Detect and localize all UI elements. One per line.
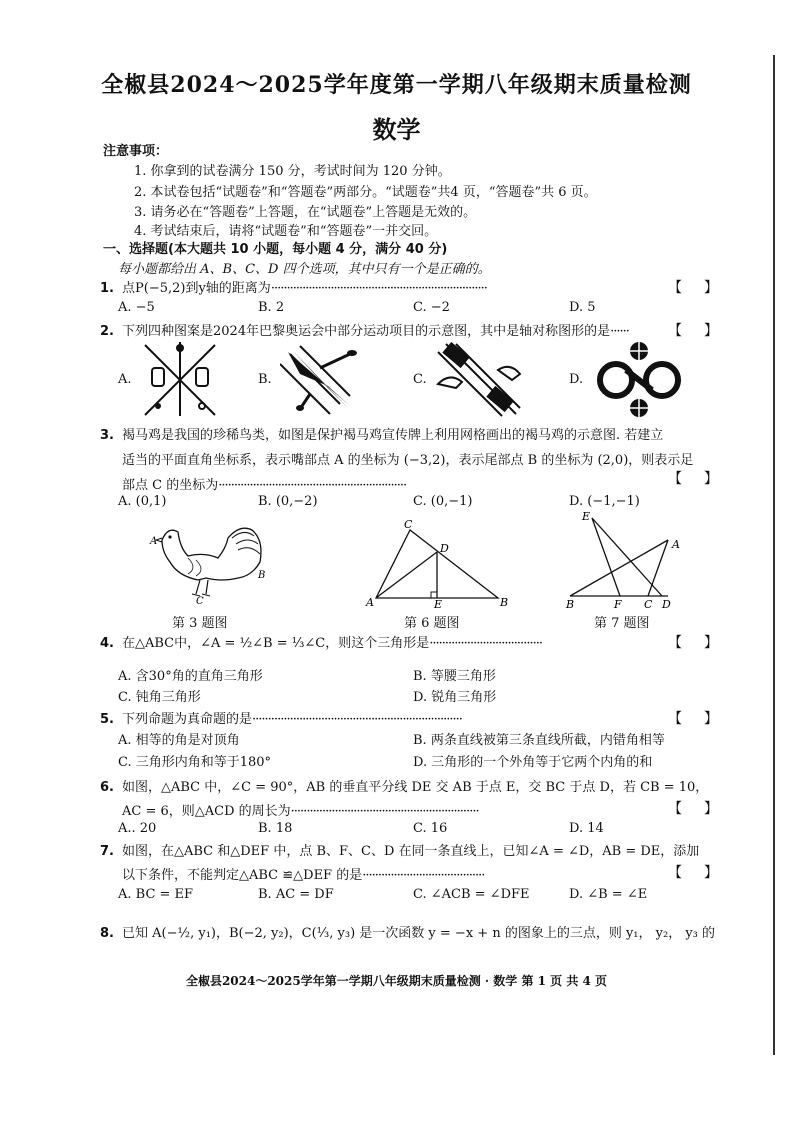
point-b-label: B — [500, 596, 509, 608]
answer-bracket: 【】 — [668, 635, 740, 651]
answer-bracket: 【】 — [668, 865, 740, 881]
point-c-label: C — [644, 598, 653, 610]
question-6: 6. 如图，△ABC 中，∠C = 90°，AB 的垂直平分线 DE 交 AB 于点 E，交 BC 于点 D，若 CB = 10， AC = 6，则△ACD 的周长为···························································· 【】 A.. 20 B. 18 C. 16 D. 14 — [100, 780, 740, 836]
option-d: D. 5 — [569, 300, 596, 315]
figure-7-triangles — [562, 508, 692, 610]
notice-heading: 注意事项： — [103, 144, 169, 159]
point-d-label: D — [440, 542, 449, 555]
option-d: D. 三角形的一个外角等于它两个内角的和 — [413, 755, 653, 770]
option-d: D. 14 — [569, 821, 604, 836]
figure-7-caption: 第 7 题图 — [594, 616, 650, 631]
point-c-label: C — [196, 596, 204, 604]
point-d-label: D — [662, 598, 671, 610]
option-a: A. BC = EF — [118, 887, 194, 902]
page-footer: 全椒县2024～2025学年第一学期八年级期末质量检测 · 数学 第 1 页 共 4 页 — [185, 974, 608, 988]
answer-bracket: 【】 — [668, 711, 740, 727]
point-a-label: A — [672, 538, 680, 551]
figure-6-caption: 第 6 题图 — [404, 616, 460, 631]
option-c: C. 三角形内角和等于180° — [118, 755, 272, 770]
section-heading: 一、选择题(本大题共 10 小题，每小题 4 分，满分 40 分) — [103, 242, 448, 257]
answer-bracket: 【】 — [668, 801, 740, 817]
point-c-label: C — [404, 518, 413, 531]
option-b: B. 两条直线被第三条直线所截，内错角相等 — [413, 733, 665, 748]
notice-item: 3. 请务必在“答题卷”上答题，在“试题卷”上答题是无效的。 — [134, 205, 477, 220]
option-c: C. (0,−1) — [413, 494, 473, 509]
basketball-pictogram — [596, 340, 682, 420]
option-c: C. −2 — [413, 300, 450, 315]
option-b: B. 2 — [258, 300, 285, 315]
figure-3-caption: 第 3 题图 — [172, 616, 228, 631]
option-a: A. 相等的角是对顶角 — [118, 733, 240, 748]
option-c: C. 16 — [413, 821, 448, 836]
point-a-label: A — [366, 596, 374, 608]
option-d: D. (−1,−1) — [569, 494, 640, 509]
page-title: 全椒县2024～2025学年度第一学期八年级期末质量检测 — [101, 72, 692, 98]
question-8: 8. 已知 A(−½, y₁)，B(−2, y₂)，C(⅓, y₃) 是一次函数 y = −x + n 的图象上的三点，则 y₁， y₂， y₃ 的 — [100, 926, 716, 941]
point-b-label: B — [258, 570, 266, 581]
answer-bracket: 【】 — [668, 471, 740, 487]
figure-3-bird — [148, 518, 274, 604]
option-b: B. AC = DF — [258, 887, 334, 902]
badminton-pictogram — [436, 342, 522, 418]
notice-item: 2. 本试卷包括“试题卷”和“答题卷”两部分。“试题卷”共4 页，“答题卷”共 6 页。 — [134, 185, 597, 200]
rowing-pictogram — [280, 344, 360, 416]
notice-item: 4. 考试结束后，请将“试题卷”和“答题卷”一并交回。 — [134, 224, 438, 239]
option-a: A. (0,1) — [118, 494, 167, 509]
option-a: A.. 20 — [118, 821, 157, 836]
option-d: D. 锐角三角形 — [413, 690, 497, 705]
option-d: D. ∠B = ∠E — [569, 887, 648, 902]
margin-rule — [773, 55, 775, 1055]
option-b: B. — [258, 372, 272, 387]
section-instruction: 每小题都给出 A、B、C、D 四个选项，其中只有一个是正确的。 — [118, 262, 491, 277]
question-2: 2. 下列四种图案是2024年巴黎奥运会中部分运动项目的示意图，其中是轴对称图形的是······ 【】 A. B. C. D. — [100, 320, 740, 430]
option-c: C. — [413, 372, 427, 387]
point-e-label: E — [582, 510, 591, 523]
point-b-label: B — [566, 598, 575, 610]
question-1: 1. 点P(−5,2)到y轴的距离为····································································· 【】 A. −5 B. 2 C. −2 D. 5 — [100, 277, 740, 317]
fencing-pictogram — [140, 340, 220, 418]
figure-6-triangle — [362, 518, 512, 608]
point-e-label: E — [434, 598, 443, 608]
answer-bracket: 【】 — [668, 323, 740, 339]
notice-item: 1. 你拿到的试卷满分 150 分，考试时间为 120 分钟。 — [134, 164, 451, 179]
question-5: 5. 下列命题为真命题的是··································································· 【】 A. 相等的角是对顶角 B. 两条直线被第三条直线所截，内错角相等 C. 三角形内角和等于180° D. 三角形的一个外角等于它两个内角的和 — [100, 708, 740, 774]
option-a: A. −5 — [118, 300, 155, 315]
point-a-label: A — [150, 536, 158, 547]
option-b: B. 等腰三角形 — [413, 669, 496, 684]
option-a: A. 含30°角的直角三角形 — [118, 669, 263, 684]
option-a: A. — [118, 372, 132, 387]
option-c: C. ∠ACB = ∠DFE — [413, 887, 530, 902]
answer-bracket: 【】 — [668, 280, 740, 296]
option-b: B. 18 — [258, 821, 293, 836]
question-4: 4. 在△ABC中，∠A = ½∠B = ⅓∠C，则这个三角形是···································· 【】 A. 含30°角的直角三角形 B. 等腰三角形 C. 钝角三角形 D. 锐角三角形 — [100, 632, 740, 706]
question-3: 3. 褐马鸡是我国的珍稀鸟类，如图是保护褐马鸡宣传牌上利用网格画出的褐马鸡的示意图. 若建立 适当的平面直角坐标系，表示嘴部点 A 的坐标为 (−3,2)，表示尾部点 B 的坐标为 (2,0)，则表示足 部点 C 的坐标为···························································· 【】 — [100, 428, 740, 493]
page-subtitle: 数学 — [372, 115, 421, 144]
point-f-label: F — [614, 598, 622, 610]
option-b: B. (0,−2) — [258, 494, 318, 509]
option-c: C. 钝角三角形 — [118, 690, 201, 705]
option-d: D. — [569, 372, 584, 387]
question-7: 7. 如图，在△ABC 和△DEF 中，点 B、F、C、D 在同一条直线上，已知∠A = ∠D，AB = DE，添加 以下条件，不能判定△ABC ≌△DEF 的是······································· 【】 A. BC = EF B. AC = DF C. ∠ACB = ∠DFE D. ∠B = ∠E — [100, 844, 740, 902]
